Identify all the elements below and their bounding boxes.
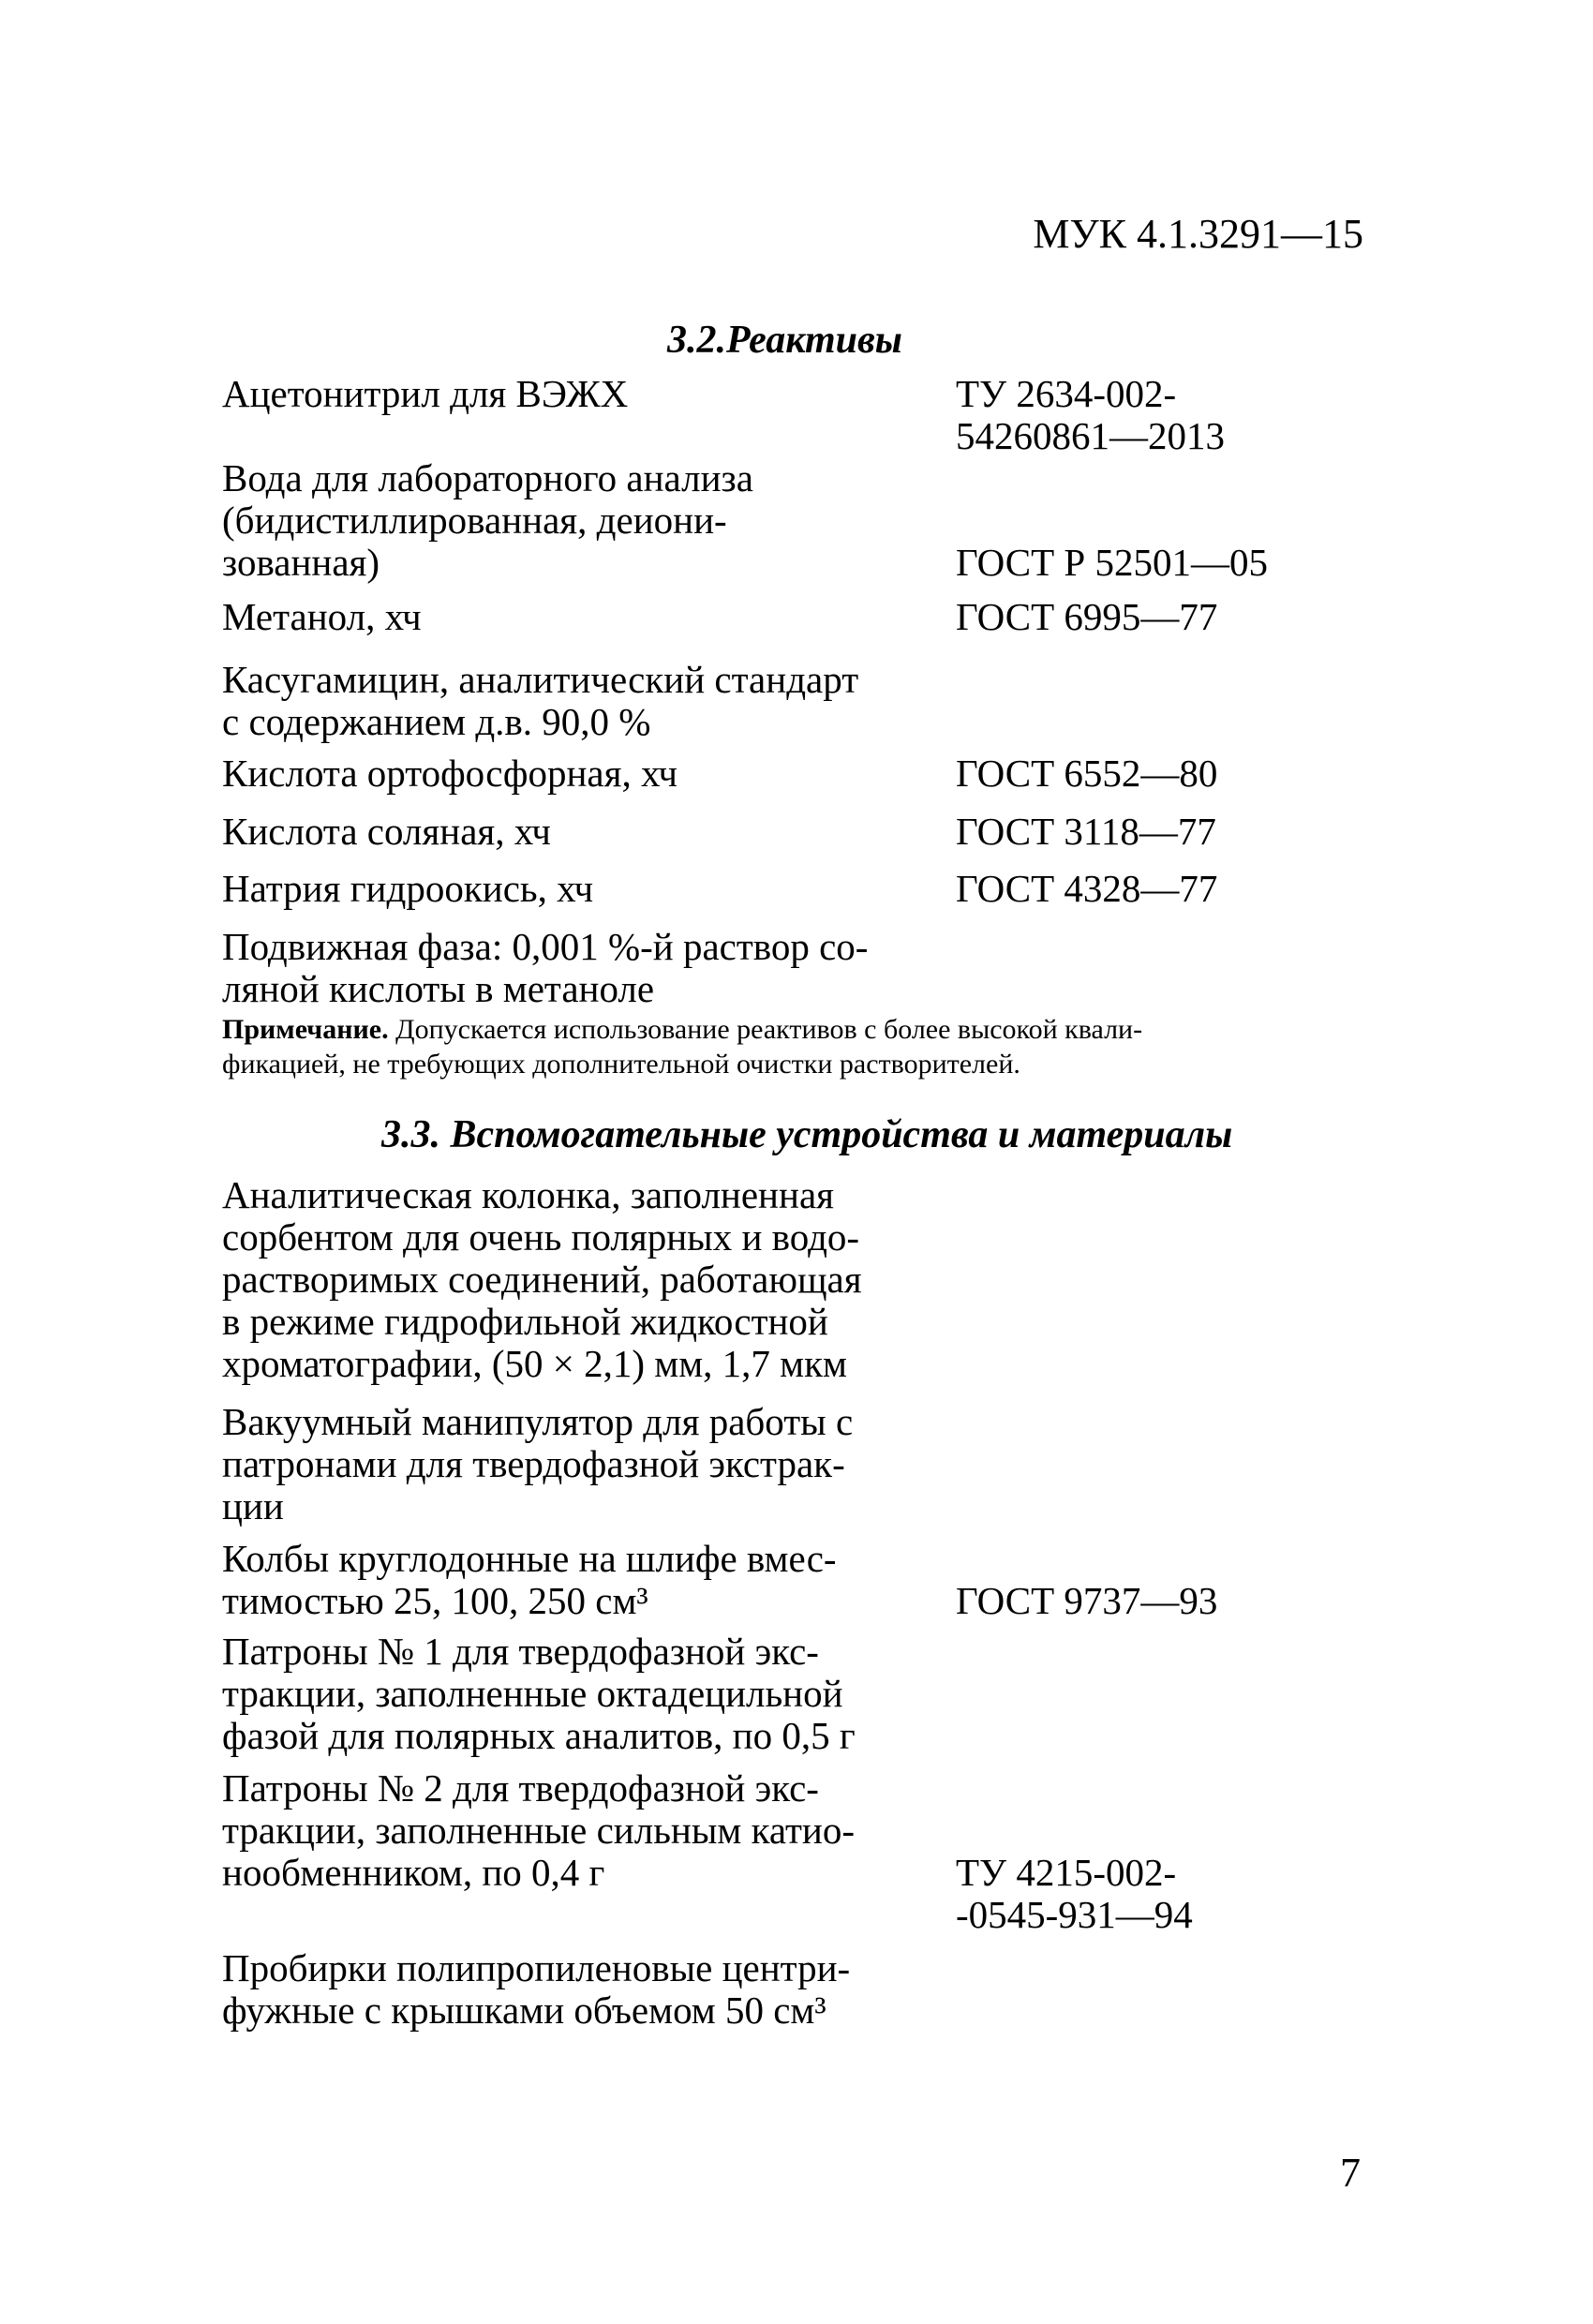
device-name: Пробирки полипропиленовые центри- фужные с крышками объемом 50 см³ [222,1946,851,2032]
reagents-note [222,1012,1375,1081]
reagent-name: Натрия гидроокись, хч [222,867,594,910]
note-text: Допускается использование реактивов с более высокой квали- [388,1014,1143,1045]
device-name: Патроны № 2 для твердофазной экс- тракции, заполненные сильным катио- нообменником, по 0,4 г [222,1766,856,1894]
reagent-name: Подвижная фаза: 0,001 %-й раствор со- ляной кислоты в метаноле [222,925,869,1010]
reagent-standard: ГОСТ 6552—80 [956,752,1218,795]
device-name: Аналитическая колонка, заполненная сорбентом для очень полярных и водо- растворимых соединений, работающая в режиме гидрофильной жидкостной хроматографии, (50 × 2,1) мм, 1,7 мкм [222,1173,862,1385]
section-title-reagents: 3.2.Реактивы [667,319,902,362]
note-text-continued: фикацией, не требующих дополнительной очистки растворителей. [222,1049,1020,1080]
document-code: МУК 4.1.3291—15 [1033,211,1363,257]
note-label: Примечание. [222,1014,389,1045]
page-number: 7 [1340,2150,1361,2196]
reagent-name: Кислота соляная, хч [222,810,551,853]
section-title-devices: 3.3. Вспомогательные устройства и материалы [381,1113,1233,1156]
reagent-name: Вода для лабораторного анализа (бидистиллированная, деиони- зованная) [222,456,753,584]
reagent-name: Ацетонитрил для ВЭЖХ [222,372,629,415]
device-name: Патроны № 1 для твердофазной экс- тракции, заполненные октадецильной фазой для полярных аналитов, по 0,5 г [222,1630,856,1757]
device-name: Колбы круглодонные на шлифе вмес- тимостью 25, 100, 250 см³ [222,1537,837,1622]
reagent-name: Кислота ортофосфорная, хч [222,752,678,795]
reagent-standard: ГОСТ 4328—77 [956,867,1218,910]
device-name: Вакуумный манипулятор для работы с патронами для твердофазной экстрак- ции [222,1400,854,1527]
device-standard: ТУ 4215-002- -0545-931—94 [956,1851,1193,1936]
reagent-standard: ГОСТ 3118—77 [956,810,1216,853]
reagent-name: Касугамицин, аналитический стандарт с содержанием д.в. 90,0 % [222,658,859,743]
reagent-standard: ГОСТ Р 52501—05 [956,541,1268,584]
reagent-standard: ТУ 2634-002- 54260861—2013 [956,372,1225,457]
reagent-name: Метанол, хч [222,595,422,638]
reagent-standard: ГОСТ 6995—77 [956,595,1218,638]
device-standard: ГОСТ 9737—93 [956,1579,1218,1622]
